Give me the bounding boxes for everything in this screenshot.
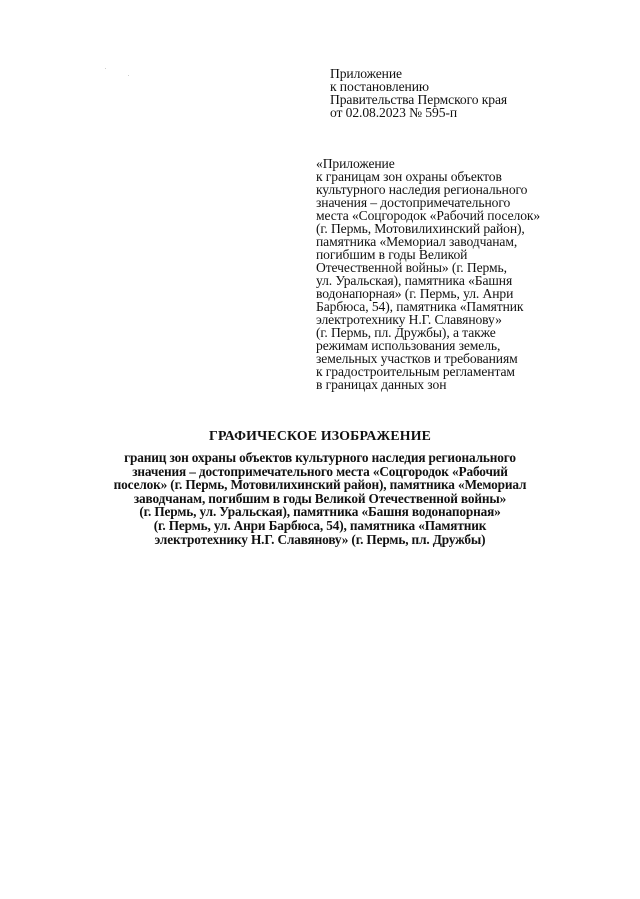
approval-line: от 02.08.2023 № 595-п bbox=[330, 105, 457, 120]
appendix-line: места «Соцгородок «Рабочий поселок» bbox=[316, 208, 541, 223]
appendix-line: погибшим в годы Великой bbox=[316, 247, 468, 262]
appendix-line: к границам зон охраны объектов bbox=[316, 169, 502, 184]
appendix-line: «Приложение bbox=[316, 156, 395, 171]
subtitle-line: границ зон охраны объектов культурного наследия регионального bbox=[124, 450, 516, 465]
subtitle-line: (г. Пермь, ул. Уральская), памятника «Башня водонапорная» bbox=[139, 504, 501, 520]
appendix-line: (г. Пермь, пл. Дружбы), а также bbox=[316, 325, 496, 340]
approval-line: к постановлению bbox=[330, 79, 429, 94]
subtitle-line: электротехнику Н.Г. Славянову» (г. Пермь, пл. Дружбы) bbox=[154, 531, 486, 547]
appendix-line: в границах данных зон bbox=[316, 377, 447, 392]
subtitle-line: (г. Пермь, ул. Анри Барбюса, 54), памятника «Памятник bbox=[153, 517, 487, 533]
document-title: ГРАФИЧЕСКОЕ ИЗОБРАЖЕНИЕ bbox=[208, 428, 432, 443]
subtitle-line: поселок» (г. Пермь, Мотовилихинский район), памятника «Мемориал bbox=[113, 477, 527, 493]
subtitle-line: заводчанам, погибшим в годы Великой Отечественной войны» bbox=[133, 490, 507, 506]
appendix-line: к градостроительным регламентам bbox=[316, 364, 515, 379]
appendix-line: значения – достопримечательного bbox=[316, 195, 511, 210]
approval-line: Правительства Пермского края bbox=[330, 92, 508, 107]
appendix-line: электротехнику Н.Г. Славянову» bbox=[316, 312, 502, 327]
appendix-line: памятника «Мемориал заводчанам, bbox=[316, 234, 518, 249]
appendix-line: водонапорная» (г. Пермь, ул. Анри bbox=[316, 286, 514, 301]
subtitle-line: значения – достопримечательного места «Соцгородок «Рабочий bbox=[132, 463, 508, 479]
appendix-reference-block bbox=[316, 157, 540, 391]
document-subtitle bbox=[0, 451, 640, 546]
approval-reference-block bbox=[330, 67, 507, 119]
scan-speck bbox=[105, 68, 106, 69]
scan-speck bbox=[128, 75, 129, 76]
appendix-line: Отечественной войны» (г. Пермь, bbox=[316, 260, 507, 275]
appendix-line: земельных участков и требованиям bbox=[316, 351, 518, 366]
appendix-line: (г. Пермь, Мотовилихинский район), bbox=[316, 221, 525, 236]
appendix-line: режимам использования земель, bbox=[316, 338, 501, 353]
approval-line: Приложение bbox=[330, 66, 402, 81]
appendix-line: ул. Уральская), памятника «Башня bbox=[316, 273, 513, 288]
appendix-line: культурного наследия регионального bbox=[316, 182, 528, 197]
appendix-line: Барбюса, 54), памятника «Памятник bbox=[316, 299, 524, 314]
